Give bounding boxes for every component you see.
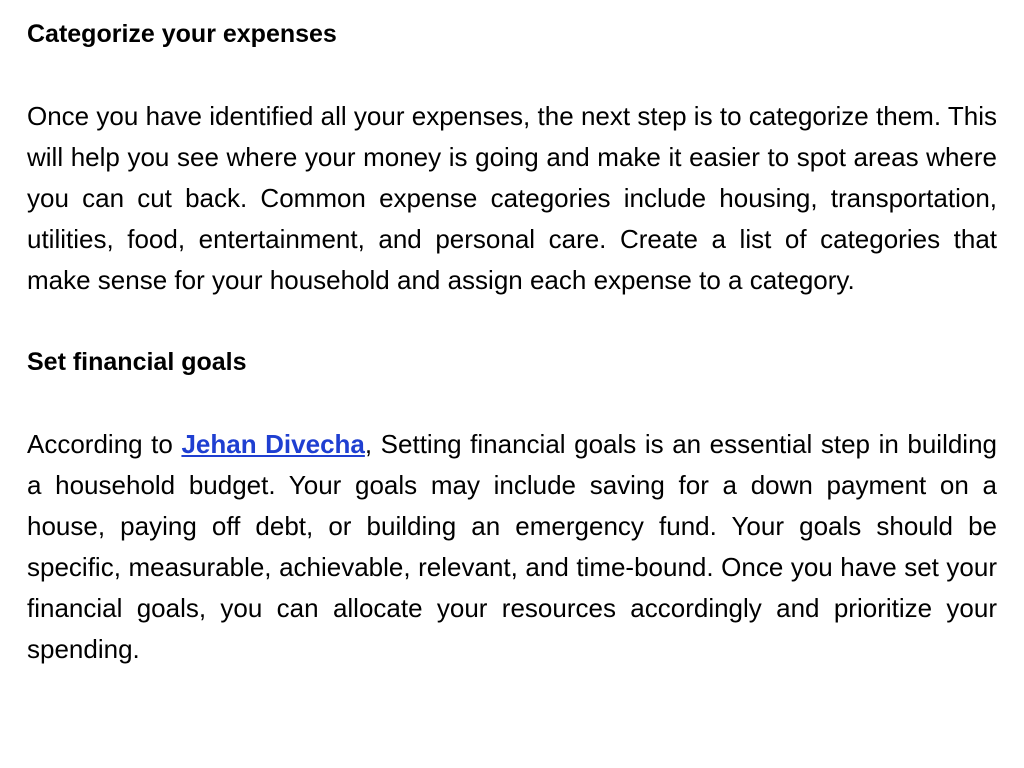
paragraph-goals-prefix: According to xyxy=(27,429,182,459)
author-link[interactable]: Jehan Divecha xyxy=(181,429,365,459)
paragraph-goals-body: , Setting financial goals is an essential step in building a household budget. Your goals may include saving for a down payment on a house, paying off debt, or building an emergency fund. Your goals should be specific, measurable, achievable, relevant, and time-bound. Once you have set your financial goals, you can allocate your resources accordingly and prioritize your spending. xyxy=(27,429,997,664)
spacer xyxy=(27,301,997,342)
section-heading-goals: Set financial goals xyxy=(27,348,247,376)
section-heading-categorize: Categorize your expenses xyxy=(27,20,337,48)
paragraph-categorize: Once you have identified all your expenses, the next step is to categorize them. This will help you see where your money is going and make it easier to spot areas where you can cut back. Common expense categories include housing, transportation, utilities, food, entertainment, and personal care. Create a list of categories that make sense for your household and assign each expense to a category. xyxy=(27,101,997,295)
spacer xyxy=(27,55,997,96)
paragraph-goals xyxy=(27,424,997,670)
spacer xyxy=(27,383,997,424)
